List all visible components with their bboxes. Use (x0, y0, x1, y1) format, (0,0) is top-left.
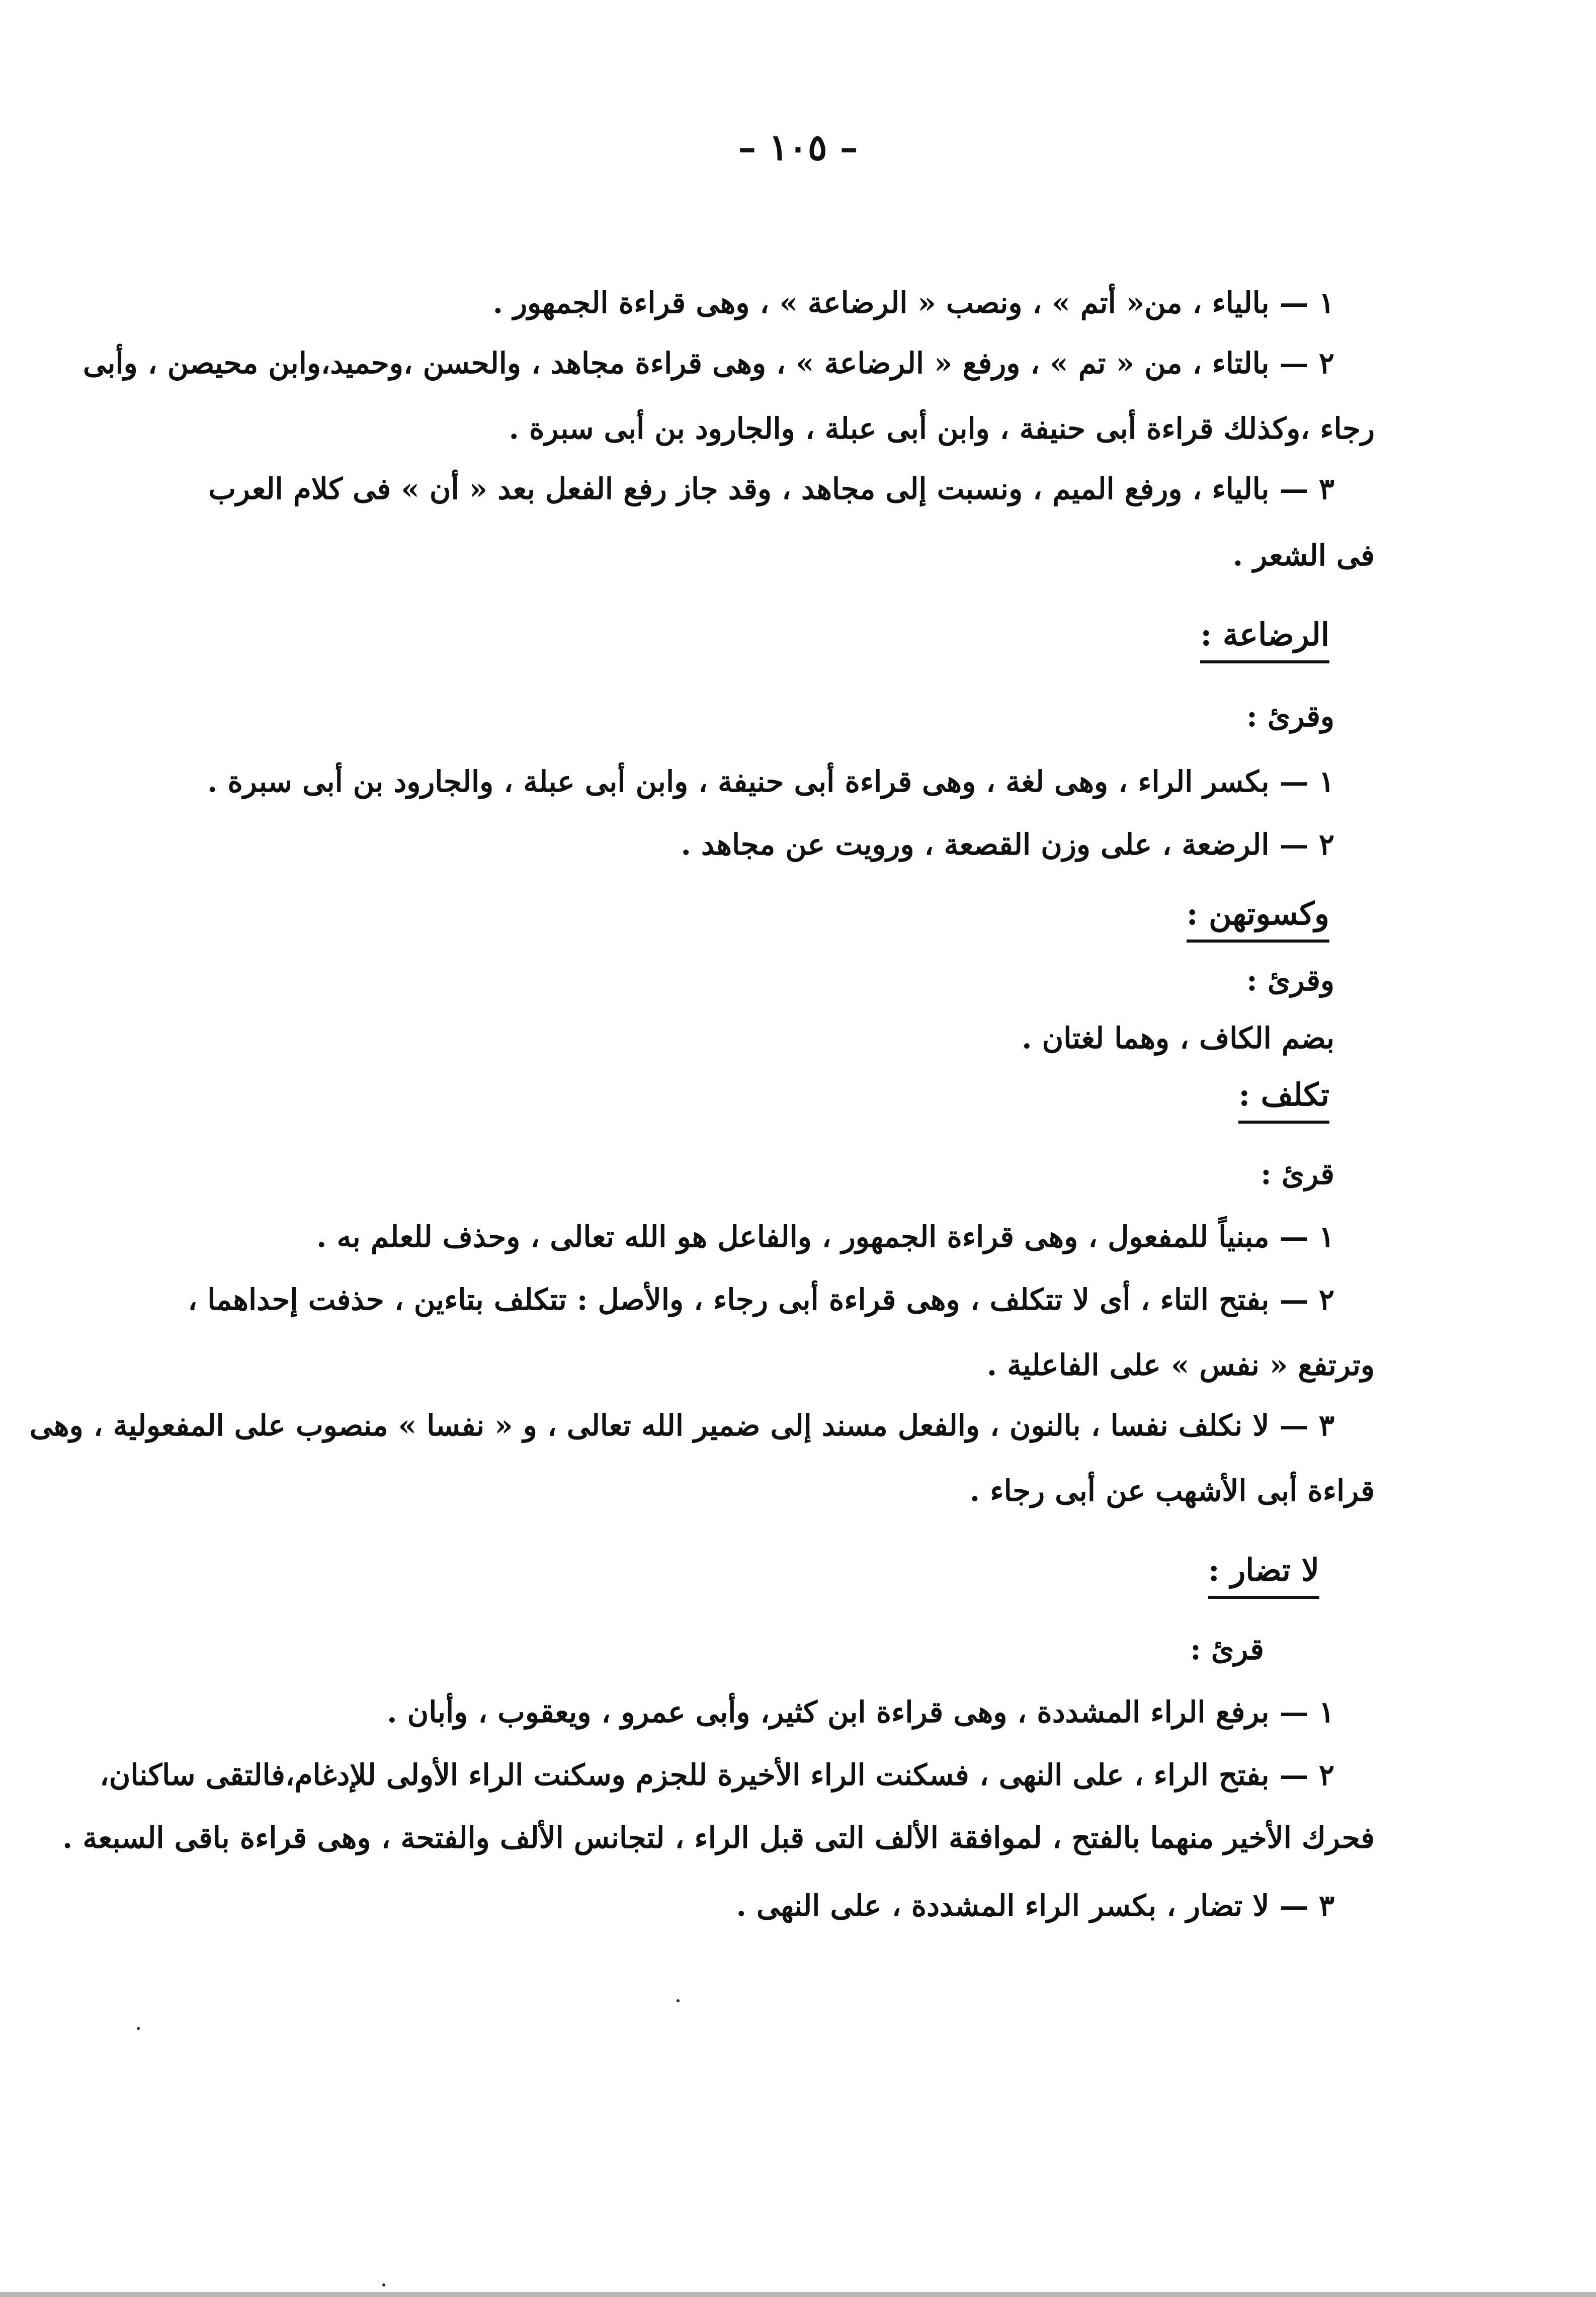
section1-item-2: ٢ — بالتاء ، من « تم » ، ورفع « الرضاعة » ، وهى قراءة مجاهد ، والحسن ،وحميد،وابن محيصن ، وأبى (83, 346, 1334, 380)
scan-speck (382, 2283, 385, 2286)
qurii-label: قرئ : (1190, 1632, 1264, 1666)
section4-item-1: ١ — مبنياً للمفعول ، وهى قراءة الجمهور ، والفاعل هو الله تعالى ، وحذف للعلم به . (316, 1220, 1334, 1254)
scan-speck (137, 2027, 140, 2030)
scan-speck (677, 1999, 680, 2002)
section4-item-2-cont: وترتفع « نفس » على الفاعلية . (986, 1348, 1375, 1382)
section1-item-2-cont: رجاء ،وكذلك قراءة أبى حنيفة ، وابن أبى عبلة ، والجارود بن أبى سبرة . (509, 411, 1375, 446)
section5-item-3: ٣ — لا تضار ، بكسر الراء المشددة ، على النهى . (736, 1889, 1334, 1923)
heading-la-tudarr (1208, 1552, 1319, 1599)
heading-la-tudarr-text: لا تضار : (1208, 1552, 1319, 1599)
section1-item-1: ١ — بالياء ، من« أتم » ، ونصب « الرضاعة » ، وهى قراءة الجمهور . (492, 286, 1334, 320)
heading-tukallaf-text: تكلف : (1238, 1076, 1329, 1124)
heading-tukallaf (1238, 1076, 1329, 1124)
section5-item-2-cont: فحرك الأخير منهما بالفتح ، لموافقة الألف التى قبل الراء ، لتجانس الألف والفتحة ، وهى قراءة باقى السبعة . (62, 1821, 1375, 1855)
scan-bottom-edge (0, 2292, 1596, 2297)
section5-item-1: ١ — برفع الراء المشددة ، وهى قراءة ابن كثير، وأبى عمرو ، ويعقوب ، وأبان . (387, 1695, 1334, 1729)
section2-item-2: ٢ — الرضعة ، على وزن القصعة ، ورويت عن مجاهد . (681, 827, 1334, 862)
qurii-label: وقرئ : (1246, 699, 1334, 733)
section3-text: بضم الكاف ، وهما لغتان . (1022, 1021, 1334, 1055)
section5-item-2: ٢ — بفتح الراء ، على النهى ، فسكنت الراء الأخيرة للجزم وسكنت الراء الأولى للإدغام،فالتقى ساكنان، (100, 1758, 1334, 1792)
qurii-label: قرئ : (1261, 1157, 1334, 1191)
section4-item-2: ٢ — بفتح التاء ، أى لا تتكلف ، وهى قراءة أبى رجاء ، والأصل : تتكلف بتاءين ، حذفت إحداهما ، (188, 1283, 1334, 1317)
heading-rada-a-text: الرضاعة : (1200, 616, 1329, 663)
section4-item-3-cont: قراءة أبى الأشهب عن أبى رجاء . (969, 1474, 1375, 1508)
section4-item-3: ٣ — لا نكلف نفسا ، بالنون ، والفعل مسند إلى ضمير الله تعالى ، و « نفسا » منصوب على المفعولية ، وهى (29, 1408, 1334, 1442)
heading-kiswatuhunna (1187, 895, 1329, 943)
heading-kiswatuhunna-text: وكسوتهن : (1187, 895, 1329, 943)
page-number: – ١٠٥ – (738, 126, 858, 168)
heading-rada-a (1200, 616, 1329, 663)
section1-item-3-cont: فى الشعر . (1232, 538, 1375, 572)
section1-item-3: ٣ — بالياء ، ورفع الميم ، ونسبت إلى مجاهد ، وقد جاز رفع الفعل بعد « أن » فى كلام العرب (208, 472, 1334, 506)
section2-item-1: ١ — بكسر الراء ، وهى لغة ، وهى قراءة أبى حنيفة ، وابن أبى عبلة ، والجارود بن أبى سبرة . (207, 764, 1334, 799)
qurii-label: وقرئ : (1246, 963, 1334, 997)
